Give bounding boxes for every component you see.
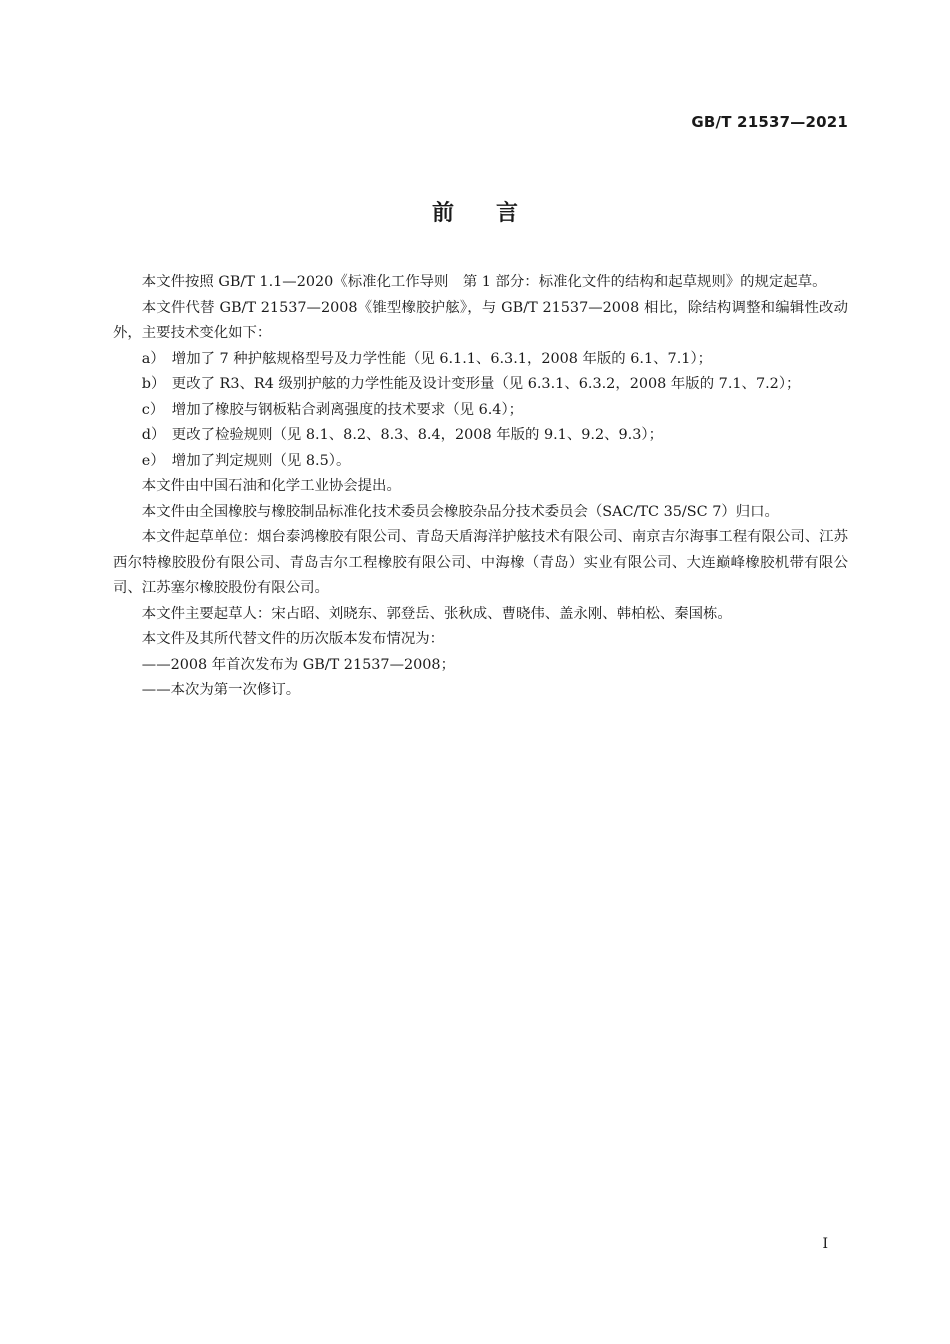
history-item: ——2008 年首次发布为 GB/T 21537—2008； [141, 656, 455, 673]
list-item-text: 增加了判定规则（见 8.5）。 [171, 452, 351, 469]
foreword-body [113, 270, 848, 704]
list-item-text: 增加了 7 种护舷规格型号及力学性能（见 6.1.1、6.3.1，2008 年版的 6.1、7.1）； [171, 350, 713, 367]
list-marker: c） [141, 401, 165, 418]
list-item [113, 347, 848, 373]
history-item: ——本次为第一次修订。 [141, 682, 301, 698]
list-item-text: 增加了橡胶与钢板粘合剥离强度的技术要求（见 6.4）； [171, 401, 524, 418]
list-item [113, 398, 848, 424]
paragraph-drafting-rules: 本文件按照 GB/T 1.1—2020《标准化工作导则 第 1 部分：标准化文件的结构和起草规则》的规定起草。 [141, 274, 827, 290]
list-item [113, 423, 848, 449]
paragraph-committee: 本文件由全国橡胶与橡胶制品标准化技术委员会橡胶杂品分技术委员会（SAC/TC 35/SC 7）归口。 [141, 503, 779, 520]
list-item [113, 449, 848, 475]
paragraph-replaces: 本文件代替 GB/T 21537—2008《锥型橡胶护舷》，与 GB/T 21537—2008 相比，除结构调整和编辑性改动外，主要技术变化如下： [113, 299, 848, 341]
page-title: 前言 [431, 201, 560, 226]
list-item-text: 更改了检验规则（见 8.1、8.2、8.3、8.4，2008 年版的 9.1、9.2、9.3）； [171, 427, 663, 443]
paragraph-drafters: 本文件主要起草人：宋占昭、刘晓东、郭登岳、张秋成、曹晓伟、盖永刚、韩柏松、秦国栋。 [141, 605, 732, 622]
list-marker: a） [141, 350, 165, 367]
list-marker: b） [141, 376, 166, 392]
standard-code: GB/T 21537—2021 [691, 113, 848, 131]
paragraph-history-intro: 本文件及其所代替文件的历次版本发布情况为： [141, 631, 445, 647]
page-number: I [822, 1236, 828, 1252]
list-item [113, 372, 848, 398]
list-marker: d） [141, 427, 166, 443]
paragraph-proposer: 本文件由中国石油和化学工业协会提出。 [141, 478, 401, 494]
list-marker: e） [141, 452, 165, 469]
paragraph-drafting-units: 本文件起草单位：烟台泰鸿橡胶有限公司、青岛天盾海洋护舷技术有限公司、南京吉尔海事工程有限公司、江苏西尔特橡胶股份有限公司、青岛吉尔工程橡胶有限公司、中海橡（青岛）实业有限公司、大连巅峰橡胶机带有限公司、江苏塞尔橡胶股份有限公司。 [113, 529, 848, 596]
list-item-text: 更改了 R3、R4 级别护舷的力学性能及设计变形量（见 6.3.1、6.3.2，2008 年版的 7.1、7.2）； [171, 376, 801, 392]
